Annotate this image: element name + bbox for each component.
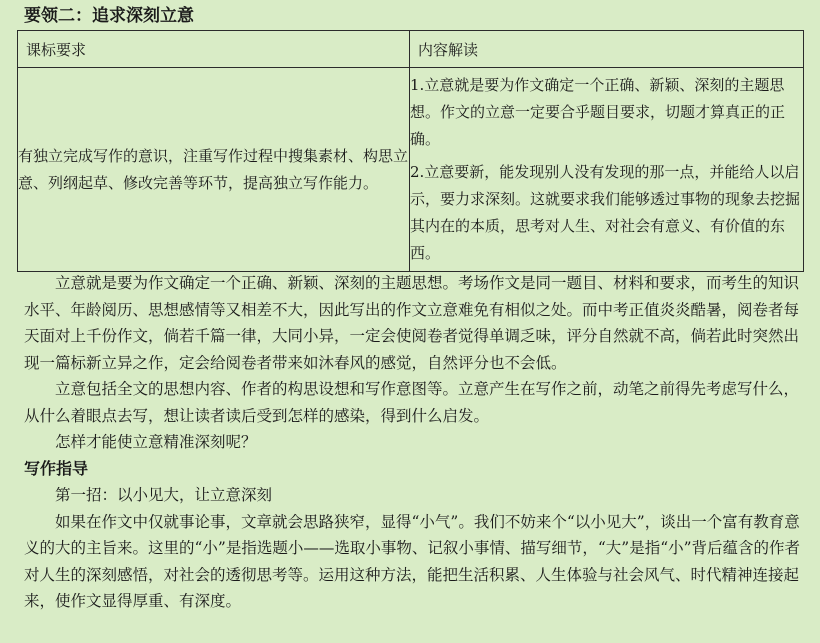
header-content-interpretation: 内容解读 <box>410 31 804 68</box>
body-text <box>24 270 804 615</box>
guide-heading: 写作指导 <box>24 458 89 478</box>
section-heading: 要领二：追求深刻立意 <box>24 6 194 26</box>
paragraph-1: 立意就是要为作文确定一个正确、新颖、深刻的主题思想。考场作文是同一题目、材料和要求，而考生的知识水平、年龄阅历、思想感情等又相差不大，因此写出的作文立意难免有相似之处。而中考正值炎炎酷暑，阅卷者每天面对上千份作文，倘若千篇一律，大同小异，一定会使阅卷者觉得单调乏味，评分自然就不高，倘若此时突然出现一篇标新立异之作，定会给阅卷者带来如沐春风的感觉，自然评分也不会低。 <box>24 274 800 372</box>
interpretation-point-1: 1.立意就是要为作文确定一个正确、新颖、深刻的主题思想。作文的立意一定要合乎题目要求，切题才算真正的正确。 <box>410 76 786 148</box>
table-row <box>18 68 804 272</box>
table-header-row <box>18 31 804 68</box>
interpretation-point-2: 2.立意要新，能发现别人没有发现的那一点，并能给人以启示，要力求深刻。这就要求我们能够透过事物的现象去挖掘其内在的本质，思考对人生、对社会有意义、有价值的东西。 <box>410 163 801 262</box>
tip-body: 如果在作文中仅就事论事，文章就会思路狭窄，显得“小气”。我们不妨来个“以小见大”，谈出一个富有教育意义的大的主旨来。这里的“小”是指选题小——选取小事物、记叙小事情、描写细节，“大”是指“小”背后蕴含的作者对人生的深刻感悟，对社会的透彻思考等。运用这种方法，能把生活积累、人生体验与社会风气、时代精神连接起来，使作文显得厚重、有深度。 <box>24 512 801 610</box>
requirement-cell: 有独立完成写作的意识，注重写作过程中搜集素材、构思立意、列纲起草、修改完善等环节，提高独立写作能力。 <box>18 68 410 272</box>
interpretation-cell <box>410 68 804 272</box>
requirements-table <box>17 30 804 272</box>
tip-title: 第一招：以小见大，让立意深刻 <box>55 486 273 504</box>
paragraph-2: 立意包括全文的思想内容、作者的构思设想和写作意图等。立意产生在写作之前，动笔之前得先考虑写什么，从什么着眼点去写，想让读者读后受到怎样的感染，得到什么启发。 <box>24 380 800 425</box>
paragraph-3: 怎样才能使立意精准深刻呢？ <box>55 433 257 451</box>
header-curriculum-requirement: 课标要求 <box>18 31 410 68</box>
